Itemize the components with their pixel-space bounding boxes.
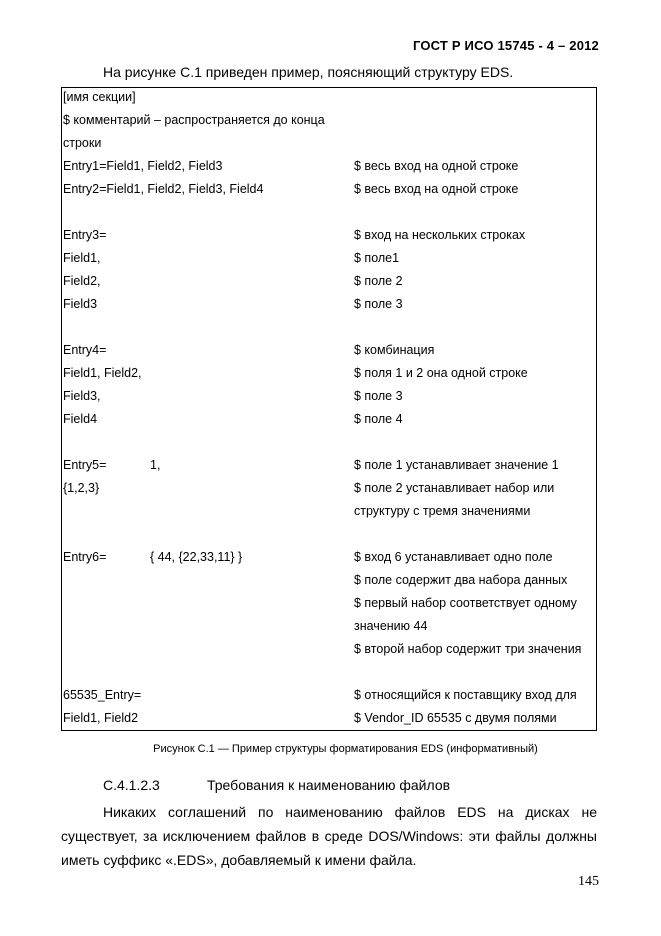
eds-row-comment: $ вход 6 устанавливает одно поле	[354, 550, 553, 564]
eds-row-key: строки	[63, 136, 102, 150]
eds-row-comment: $ весь вход на одной строке	[354, 159, 519, 173]
eds-row-comment: $ второй набор содержит три значения	[354, 642, 582, 656]
eds-row	[62, 293, 596, 316]
eds-row-value: { 44, {22,33,11} }	[150, 550, 243, 564]
eds-row-comment: $ поле 3	[354, 297, 403, 311]
eds-row	[62, 661, 596, 684]
eds-row-comment: $ первый набор соответствует одному	[354, 596, 577, 610]
eds-row-comment: $ поле 2	[354, 274, 403, 288]
eds-row-key: Field3	[63, 297, 98, 311]
eds-row-key: Entry1=Field1, Field2, Field3	[63, 159, 223, 173]
eds-row-key: Entry2=Field1, Field2, Field3, Field4	[63, 182, 264, 196]
eds-row	[62, 638, 596, 661]
eds-row-comment: $ поле содержит два набора данных	[354, 573, 568, 587]
eds-row-key: Field3,	[63, 389, 101, 403]
eds-row	[62, 132, 596, 155]
eds-row	[62, 270, 596, 293]
eds-row-comment: $ поле 3	[354, 389, 403, 403]
eds-row	[62, 408, 596, 431]
eds-row-key: Field4	[63, 412, 98, 426]
eds-row-key: [имя секции]	[63, 90, 136, 104]
eds-row	[62, 109, 596, 132]
eds-row-comment: структуру с тремя значениями	[354, 504, 531, 518]
eds-row	[62, 201, 596, 224]
body-paragraph: Никаких соглашений по наименованию файлов EDS на дисках не существует, за исключением файлов в среде DOS/Windows: эти файлы должны иметь суффикс «.EDS», добавляемый к имени файла.	[61, 804, 597, 868]
eds-row-comment: $ вход на нескольких строках	[354, 228, 526, 242]
section-number: С.4.1.2.3	[103, 777, 160, 793]
eds-row	[62, 385, 596, 408]
eds-row	[62, 454, 596, 477]
eds-row	[62, 247, 596, 270]
eds-row-key: Entry5=	[63, 458, 107, 472]
eds-row	[62, 684, 596, 707]
eds-row-comment: $ Vendor_ID 65535 с двумя полями	[354, 711, 557, 725]
eds-row	[62, 477, 596, 500]
eds-row	[62, 523, 596, 546]
eds-row-comment: значению 44	[354, 619, 428, 633]
eds-row	[62, 592, 596, 615]
eds-row-key: Entry4=	[63, 343, 107, 357]
eds-row	[62, 546, 596, 569]
eds-row-comment: $ поля 1 и 2 она одной строке	[354, 366, 528, 380]
section-title: Требования к наименованию файлов	[207, 777, 451, 793]
eds-row-key: Field2,	[63, 274, 101, 288]
eds-row	[62, 431, 596, 454]
eds-row	[62, 339, 596, 362]
eds-row-key: Field1, Field2	[63, 711, 139, 725]
eds-row-comment: $ относящийся к поставщику вход для	[354, 688, 577, 702]
eds-row-comment: $ поле 2 устанавливает набор или	[354, 481, 555, 495]
eds-row-key: 65535_Entry=	[63, 688, 142, 702]
eds-row	[62, 316, 596, 339]
eds-row-comment: $ поле 1 устанавливает значение 1	[354, 458, 559, 472]
eds-row	[62, 707, 596, 730]
eds-row	[62, 178, 596, 201]
eds-row	[62, 500, 596, 523]
eds-row	[62, 615, 596, 638]
eds-row	[62, 362, 596, 385]
eds-row-comment: $ весь вход на одной строке	[354, 182, 519, 196]
eds-row-key: Field1, Field2,	[63, 366, 142, 380]
eds-row-key: {1,2,3}	[63, 481, 100, 495]
eds-row-key: Field1,	[63, 251, 101, 265]
intro-text: На рисунке С.1 приведен пример, поясняющий структуру EDS.	[103, 64, 514, 80]
eds-row	[62, 155, 596, 178]
eds-row-value: 1,	[150, 458, 161, 472]
eds-row-comment: $ комбинация	[354, 343, 435, 357]
eds-row-key: Entry3=	[63, 228, 107, 242]
eds-row-comment: $ поле1	[354, 251, 400, 265]
eds-row	[62, 569, 596, 592]
eds-row-key: Entry6=	[63, 550, 107, 564]
eds-row	[62, 86, 596, 109]
eds-row-key: $ комментарий – распространяется до конца	[63, 113, 325, 127]
figure-caption: Рисунок С.1 — Пример структуры форматирования EDS (информативный)	[153, 743, 538, 755]
document-header: ГОСТ Р ИСО 15745 - 4 – 2012	[412, 38, 599, 53]
eds-row-comment: $ поле 4	[354, 412, 403, 426]
eds-row	[62, 224, 596, 247]
page-number: 145	[578, 874, 599, 889]
eds-structure-figure	[61, 87, 597, 731]
section-heading	[103, 777, 450, 793]
